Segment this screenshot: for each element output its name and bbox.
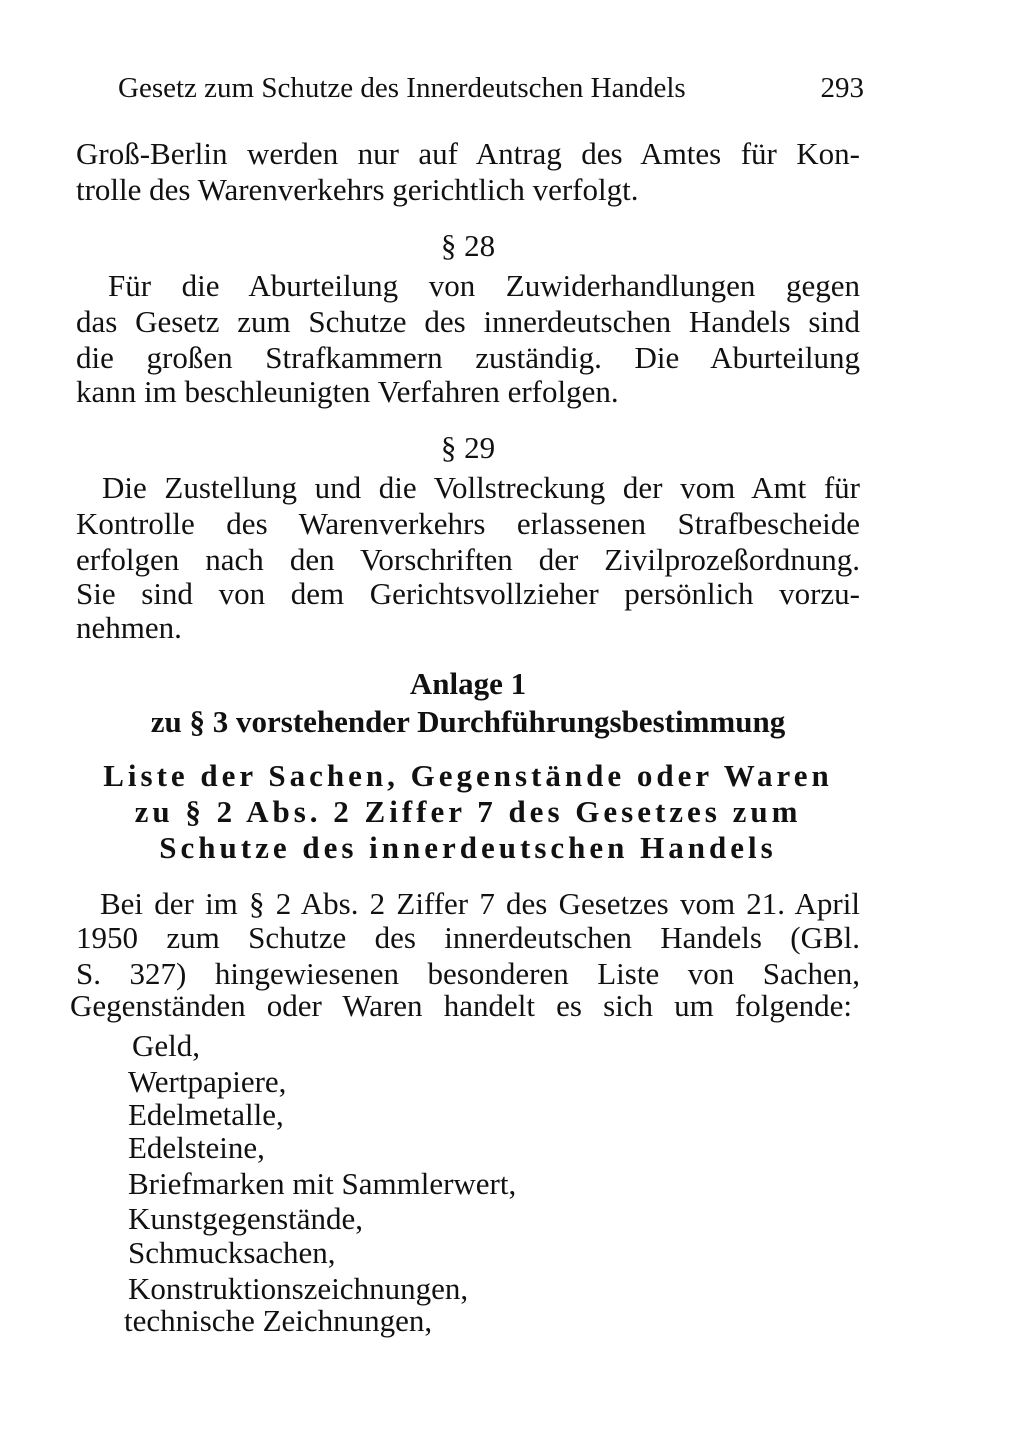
list-item: Geld, [132,1028,201,1063]
section-29-heading: § 29 [440,430,496,465]
intro-line-1: Groß-Berlin werden nur auf Antrag des Amtes für Kon- [76,136,860,171]
section-29-line-2: Kontrolle des Warenverkehrs erlassenen Strafbescheide [76,506,860,541]
section-28-line-3: die großen Strafkammern zuständig. Die Aburteilung [76,340,860,375]
section-29-line-4: Sie sind von dem Gerichtsvollzieher persönlich vorzu- [76,576,860,611]
section-29-line-5: nehmen. [76,610,182,645]
running-head [118,68,864,108]
annex-paragraph-line-4: Gegenständen oder Waren handelt es sich um folgende: [70,988,852,1023]
intro-line-2: trolle des Warenverkehrs gerichtlich verfolgt. [76,172,639,207]
list-item: technische Zeichnungen, [124,1303,433,1338]
section-28-line-1: Für die Aburteilung von Zuwiderhandlungen gegen [108,268,860,303]
section-28-line-4: kann im beschleunigten Verfahren erfolgen. [76,374,619,409]
running-head-title: Gesetz zum Schutze des Innerdeutschen Handels [118,72,686,104]
list-item: Kunstgegenstände, [128,1201,364,1236]
annex-paragraph-line-3: S. 327) hingewiesenen besonderen Liste von Sachen, [76,956,860,991]
section-29-line-1: Die Zustellung und die Vollstreckung der vom Amt für [102,470,860,505]
page-number: 293 [820,72,864,104]
list-title-line-1: Liste der Sachen, Gegenstände oder Waren [103,758,833,793]
annex-paragraph-line-1: Bei der im § 2 Abs. 2 Ziffer 7 des Gesetzes vom 21. April [100,886,860,921]
section-28-heading: § 28 [440,228,496,263]
annex-subtitle: zu § 3 vorstehender Durchführungsbestimmung [150,704,786,739]
list-item: Wertpapiere, [128,1064,287,1099]
list-title-line-3: Schutze des innerdeutschen Handels [159,830,777,865]
annex-title: Anlage 1 [409,666,527,701]
list-item: Schmucksachen, [128,1235,336,1270]
list-title-line-2: zu § 2 Abs. 2 Ziffer 7 des Gesetzes zum [134,794,802,829]
list-item: Edelsteine, [128,1130,265,1165]
list-item: Konstruktionszeichnungen, [128,1271,469,1306]
section-29-line-3: erfolgen nach den Vorschriften der Zivilprozeßordnung. [76,542,860,577]
list-item: Briefmarken mit Sammlerwert, [128,1166,517,1201]
annex-paragraph-line-2: 1950 zum Schutze des innerdeutschen Handels (GBl. [76,920,860,955]
list-item: Edelmetalle, [128,1097,284,1132]
section-28-line-2: das Gesetz zum Schutze des innerdeutschen Handels sind [76,304,860,339]
